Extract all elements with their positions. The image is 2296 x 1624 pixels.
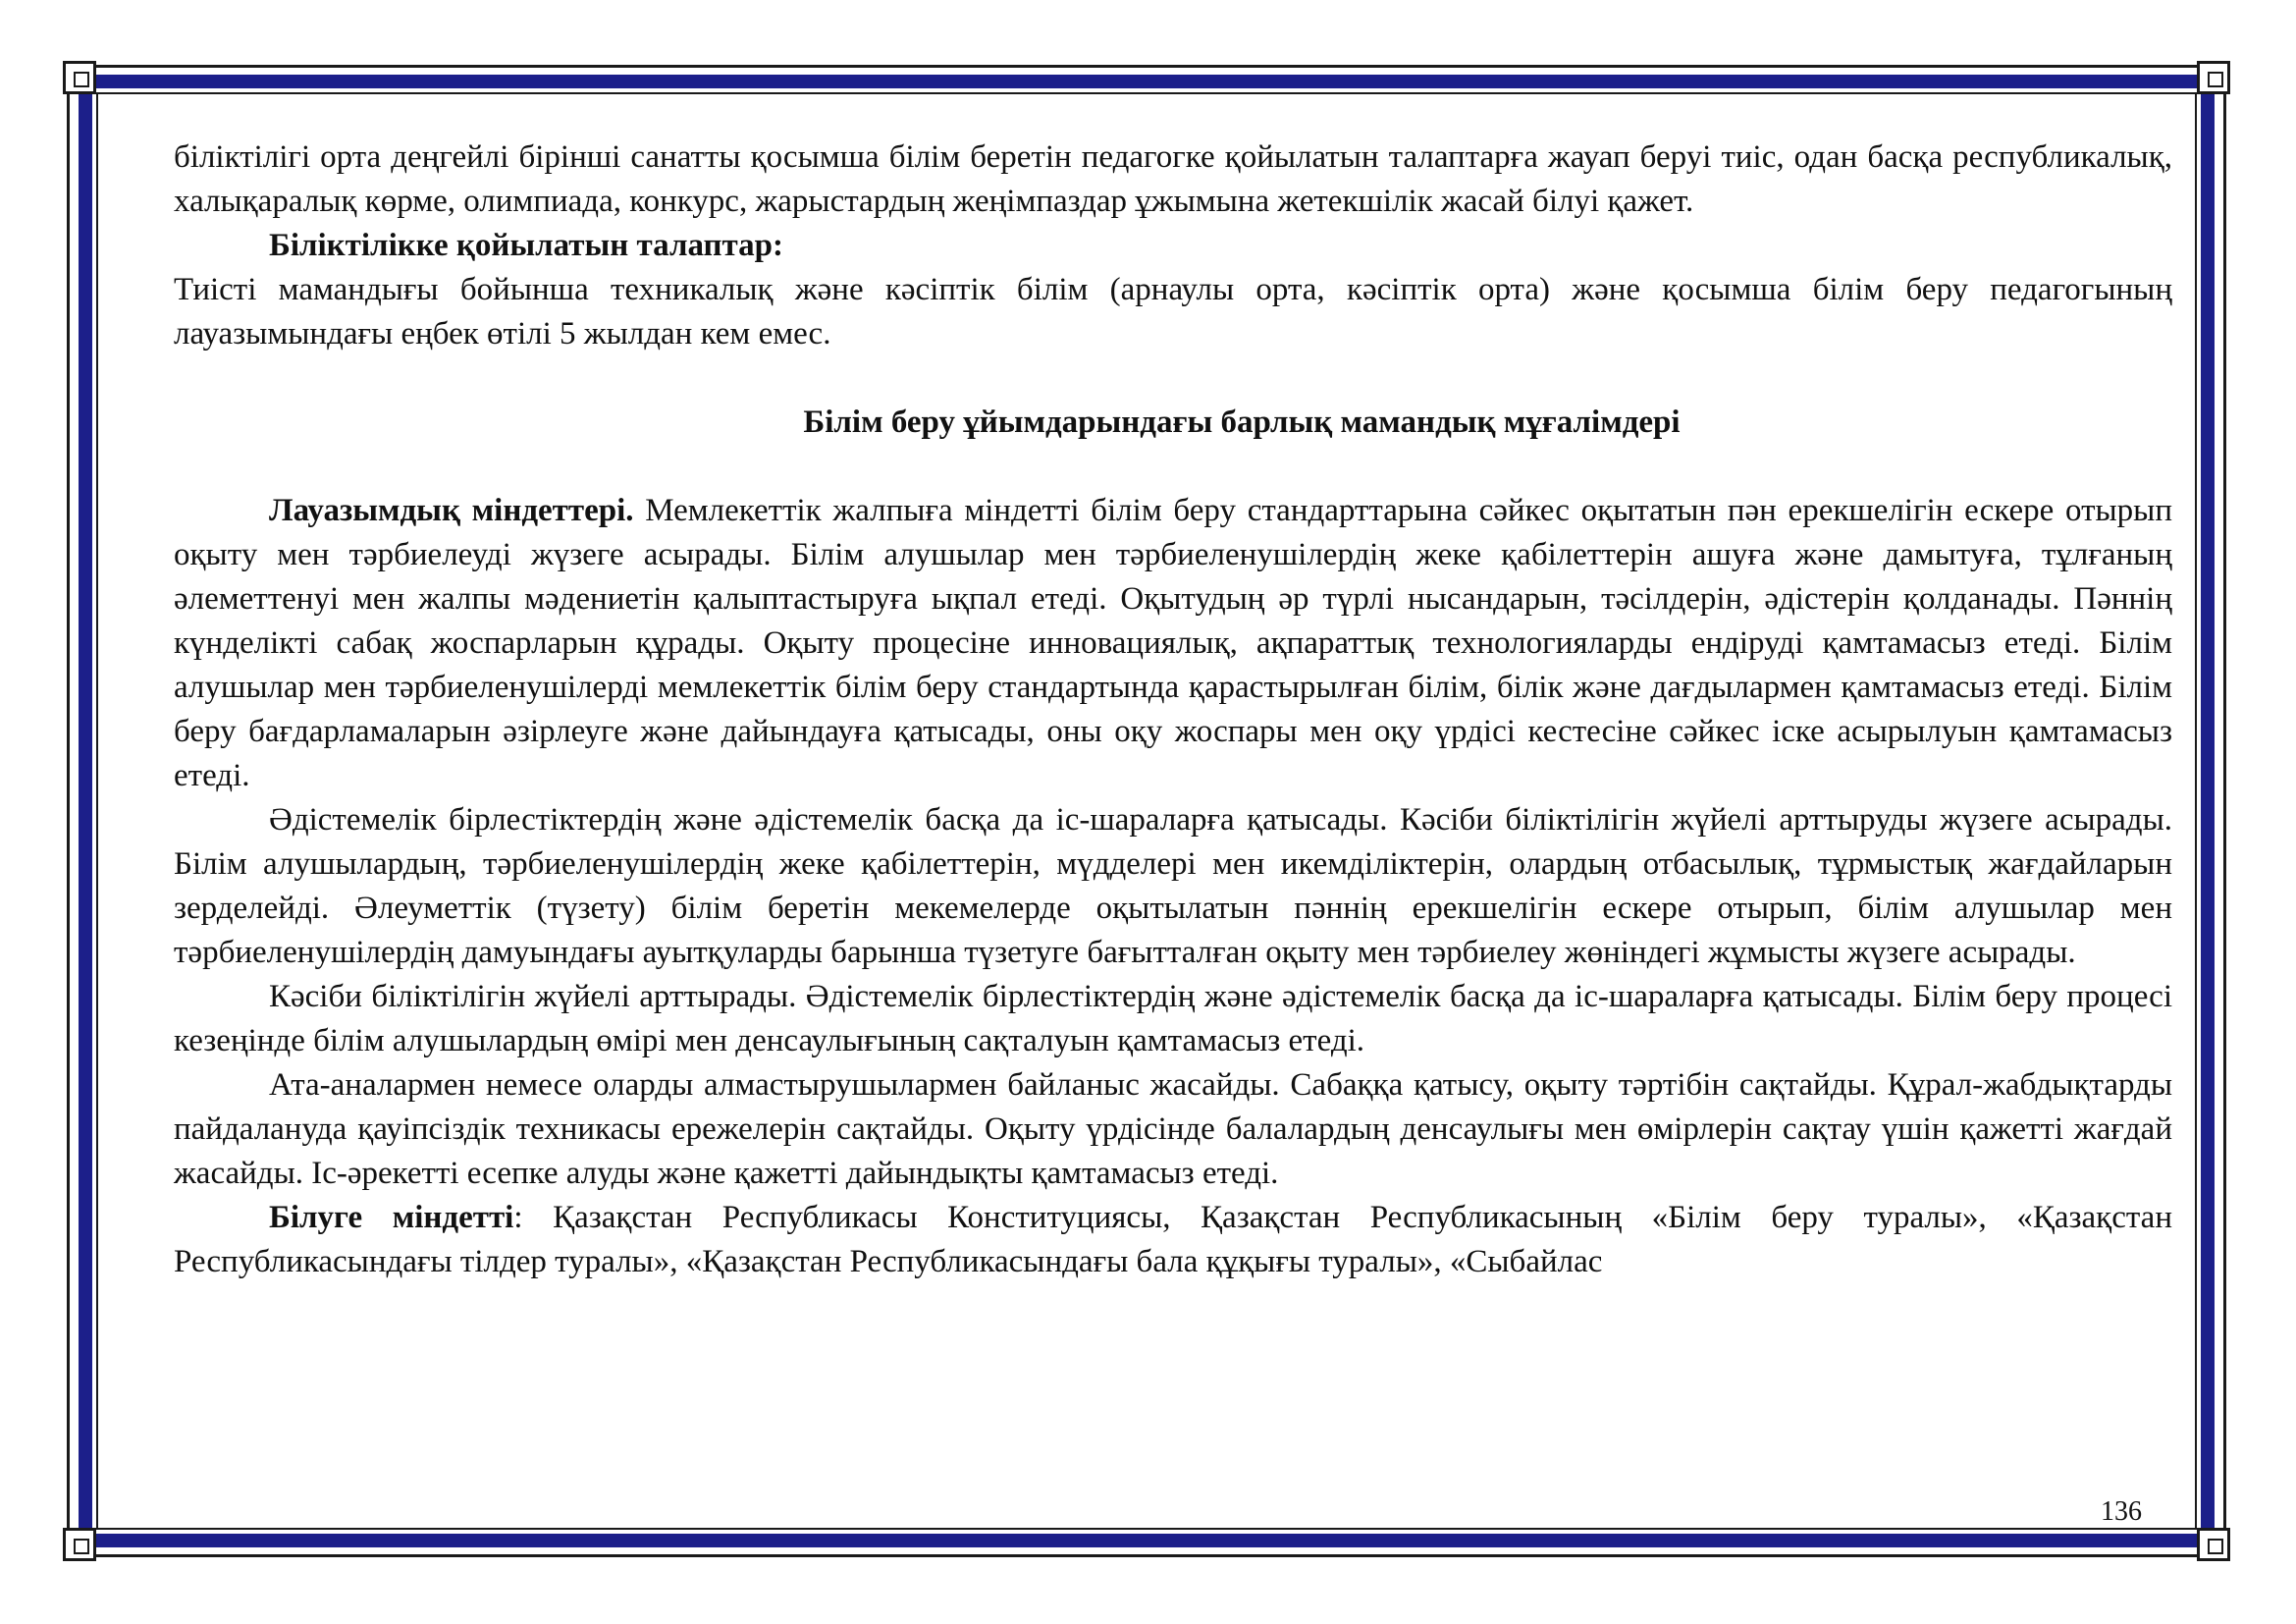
frame-corner-ornament <box>63 61 96 94</box>
duties-label: Лауазымдық міндеттері. <box>269 493 634 528</box>
must-know-label: Білуге міндетті <box>269 1200 514 1235</box>
paragraph <box>174 489 2172 798</box>
page-number: 136 <box>2101 1496 2142 1527</box>
paragraph <box>174 1196 2172 1284</box>
requirements-heading: Біліктілікке қойылатын талаптар: <box>269 228 783 263</box>
paragraph: Тиісті мамандығы бойынша техникалық және кәсіптік білім (арнаулы орта, кәсіптік орта) және қосымша білім беру педагогының лауазымындағы еңбек өтілі 5 жылдан кем емес. <box>174 272 2172 352</box>
frame-corner-ornament <box>2197 61 2230 94</box>
section-title: Білім беру ұйымдарындағы барлық мамандық мұғалімдері <box>803 405 1681 440</box>
duties-text: Мемлекеттік жалпыға міндетті білім беру стандарттарына сәйкес оқытатын пән ерекшелігін ескере отырып оқыту мен тәрбиелеуді жүзеге асырады. Білім алушылар мен тәрбиеленушілердің жеке қабілеттерін ашуға және дамытуға, тұлғаның әлеметтенуі мен жалпы мәдениетін қалыптастыруға ықпал етеді. Оқытудың әр түрлі нысандарын, тәсілдерін, әдістерін қолданады. Пәннің күнделікті сабақ жоспарларын құрады. Оқыту процесіне инновациялық, ақпараттық технологияларды ендіруді қамтамасыз етеді. Білім алушылар мен тәрбиеленушілерді мемлекеттік білім беру стандартында қарастырылған білім, білік және дағдылармен қамтамасыз етеді. Білім беру бағдарламаларын әзірлеуге және дайындауға қатысады, оны оқу жоспары мен оқу үрдісі кестесіне сәйкес іске асырылуын қамтамасыз етеді. <box>174 493 2172 793</box>
frame-corner-ornament <box>2197 1528 2230 1561</box>
must-know-text: : Қазақстан Республикасы Конституциясы, Қазақстан Республикасының «Білім беру туралы», «Қазақстан Республикасындағы тілдер туралы», «Қазақстан Республикасындағы бала құқығы туралы», «Сыбайлас <box>174 1200 2172 1279</box>
paragraph: біліктілігі орта деңгейлі бірінші санатты қосымша білім беретін педагогке қойылатын талаптарға жауап беруі тиіс, одан басқа республикалық, халықаралық көрме, олимпиада, конкурс, жарыстардың жеңімпаздар ұжымына жетекшілік жасай білуі қажет. <box>174 139 2172 219</box>
paragraph: Ата-аналармен немесе оларды алмастырушылармен байланыс жасайды. Сабаққа қатысу, оқыту тәртібін сақтайды. Құрал-жабдықтарды пайдалануда қауіпсіздік техникасы ережелерін сақтайды. Оқыту үрдісінде балалардың денсаулығы мен өмірлерін сақтау үшін қажетті жағдай жасайды. Іс-әрекетті есепке алуды және қажетті дайындықты қамтамасыз етеді. <box>174 1067 2172 1191</box>
document-body <box>174 135 2172 1284</box>
paragraph: Әдістемелік бірлестіктердің және әдістемелік басқа да іс-шараларға қатысады. Кәсіби біліктілігін жүйелі арттыруды жүзеге асырады. Білім алушылардың, тәрбиеленушілердің жеке қабілеттерін, мүдделері мен икемділіктерін, олардың отбасылық, тұрмыстық жағдайларын зерделейді. Әлеуметтік (түзету) білім беретін мекемелерде оқытылатын пәннің ерекшелігін ескере отырып, білім алушылар мен тәрбиеленушілердің дамуындағы ауытқуларды барынша түзетуге бағытталған оқыту мен тәрбиелеу жөніндегі жұмысты жүзеге асырады. <box>174 802 2172 970</box>
paragraph: Кәсіби біліктілігін жүйелі арттырады. Әдістемелік бірлестіктердің және әдістемелік басқа да іс-шараларға қатысады. Білім беру процесі кезеңінде білім алушылардың өмірі мен денсаулығының сақталуын қамтамасыз етеді. <box>174 979 2172 1058</box>
frame-corner-ornament <box>63 1528 96 1561</box>
